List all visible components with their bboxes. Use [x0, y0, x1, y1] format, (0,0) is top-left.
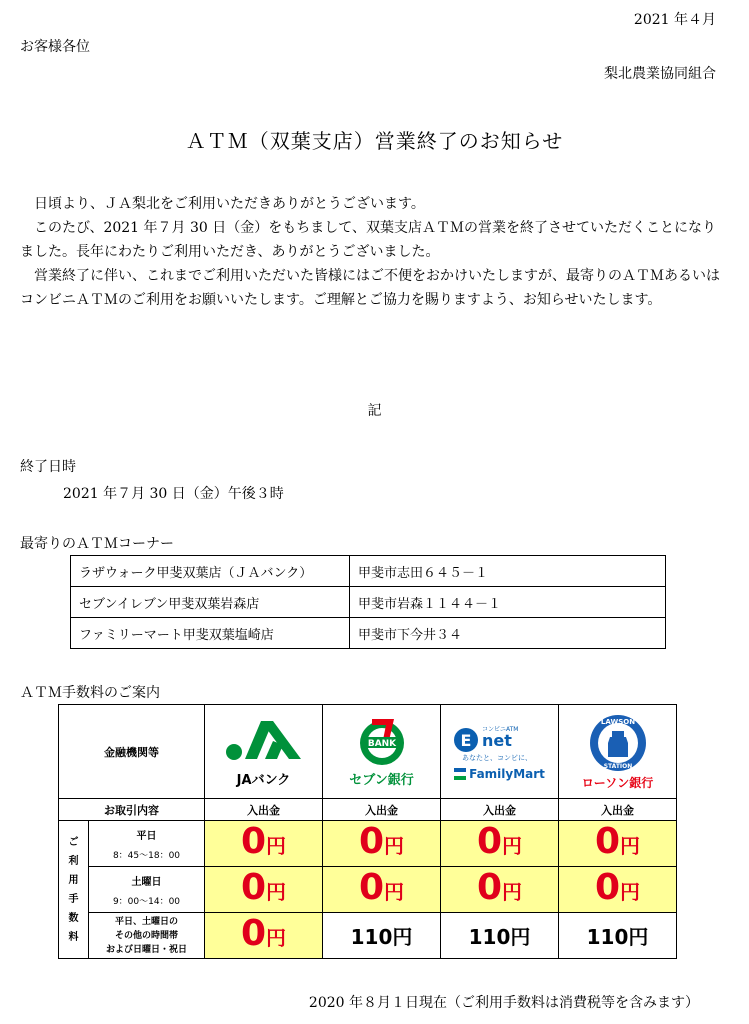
- fees-label: ＡＴＭ手数料のご案内: [20, 685, 160, 701]
- table-row: [71, 587, 666, 618]
- bank-name: JAバンク: [236, 773, 291, 788]
- bank-cell: [559, 705, 677, 799]
- bank-cell: [323, 705, 441, 799]
- fee-cell: 0円: [323, 867, 441, 913]
- transaction-header: お取引内容: [59, 799, 205, 821]
- fee-cell: 110円: [323, 913, 441, 959]
- atm-name: ラザウォーク甲斐双葉店（ＪＡバンク）: [71, 556, 350, 587]
- fee-cell: 110円: [559, 913, 677, 959]
- atm-address: 甲斐市志田６４５－１: [350, 556, 666, 587]
- familymart-stripe-icon: [454, 768, 466, 780]
- lawson-badge-bottom: STATION: [603, 762, 632, 770]
- ja-bank-icon: [225, 715, 303, 767]
- fee-cell: 110円: [441, 913, 559, 959]
- bank-cell: [205, 705, 323, 799]
- bank-name: FamilyMart: [469, 767, 545, 781]
- atm-name: セブンイレブン甲斐双葉岩森店: [71, 587, 350, 618]
- end-label: 終了日時: [20, 459, 76, 475]
- fee-cell: 0円: [323, 821, 441, 867]
- usage-fee-vertical-label: ご 利 用 手 数 料: [59, 821, 89, 959]
- nearest-label: 最寄りのＡＴＭコーナー: [20, 536, 174, 552]
- atm-address: 甲斐市岩森１１４４－１: [350, 587, 666, 618]
- lawson-badge-top: LAWSON: [600, 717, 635, 726]
- fee-cell: 0円: [441, 867, 559, 913]
- lawson-bank-logo: [559, 707, 676, 797]
- ja-bank-logo: [205, 707, 322, 797]
- transaction-row: [59, 799, 677, 821]
- transaction-type: 入出金: [323, 799, 441, 821]
- body-paragraph: このたび、2021 年７月 30 日（金）をもちまして、双葉支店ＡＴＭの営業を終了させていただくことになりました。長年にわたりご利用いただき、ありがとうございました。: [20, 220, 716, 260]
- notice-date: 2021 年４月: [633, 12, 716, 28]
- transaction-type: 入出金: [559, 799, 677, 821]
- footer-note: 2020 年８月１日現在（ご利用手数料は消費税等を含みます）: [308, 995, 699, 1011]
- enet-icon: [452, 722, 548, 764]
- page-title: ＡＴＭ（双葉支店）営業終了のお知らせ: [185, 129, 564, 153]
- slot-name: 土曜日: [131, 876, 162, 888]
- bank-cell: [441, 705, 559, 799]
- sender: 梨北農業協同組合: [604, 66, 716, 82]
- seven-bank-logo: [323, 707, 440, 797]
- fee-cell: 0円: [559, 821, 677, 867]
- end-value: 2021 年７月 30 日（金）午後３時: [63, 486, 284, 502]
- slot-line: および日曜日・祝日: [105, 944, 187, 955]
- enet-top-text: コンビニATM: [481, 726, 518, 733]
- ki-heading: 記: [367, 403, 382, 419]
- enet-badge-text: net: [481, 731, 512, 750]
- enet-tagline: あなたと、コンビに、: [461, 754, 532, 762]
- body-paragraph: 日頃より、ＪＡ梨北をご利用いただきありがとうございます。: [34, 196, 425, 212]
- svg-text:E: E: [460, 731, 471, 750]
- enet-familymart-logo: [441, 707, 558, 797]
- institution-header: 金融機関等: [59, 705, 205, 799]
- bank-name: ローソン銀行: [581, 775, 654, 790]
- lawson-icon: [589, 713, 647, 773]
- fee-row-other: [59, 913, 677, 959]
- fee-table: [58, 704, 677, 959]
- table-row: [71, 618, 666, 649]
- slot-line: 平日、土曜日の: [114, 916, 178, 927]
- seven-bank-icon: [354, 715, 410, 767]
- atm-name: ファミリーマート甲斐双葉塩崎店: [71, 618, 350, 649]
- fee-cell: 0円: [205, 821, 323, 867]
- transaction-type: 入出金: [441, 799, 559, 821]
- time-slot-label: [89, 913, 205, 959]
- table-row: [71, 556, 666, 587]
- slot-time: 9：00～14：00: [112, 896, 181, 907]
- familymart-mark: [454, 767, 545, 781]
- fee-cell: 0円: [205, 867, 323, 913]
- body-paragraph: 営業終了に伴い、これまでご利用いただいた皆様にはご不便をおかけいたしますが、最寄りのＡＴＭあるいはコンビニＡＴＭのご利用をお願いいたします。ご理解とご協力を賜りますよう、お知らせいたします。: [20, 268, 720, 308]
- slot-name: 平日: [136, 830, 157, 842]
- fee-cell: 0円: [559, 867, 677, 913]
- notice-body: [20, 192, 720, 312]
- time-slot-label: [89, 821, 205, 867]
- seven-badge-text: BANK: [367, 739, 396, 749]
- slot-time: 8：45～18：00: [112, 850, 181, 861]
- transaction-type: 入出金: [205, 799, 323, 821]
- fee-cell: 0円: [441, 821, 559, 867]
- bank-name: セブン銀行: [349, 773, 414, 788]
- slot-line: その他の時間帯: [114, 930, 178, 941]
- fee-cell: 0円: [205, 913, 323, 959]
- addressee: お客様各位: [20, 39, 90, 55]
- time-slot-label: [89, 867, 205, 913]
- bank-header-row: [59, 705, 677, 799]
- fee-row-weekday: [59, 821, 677, 867]
- atm-address: 甲斐市下今井３４: [350, 618, 666, 649]
- fee-row-saturday: [59, 867, 677, 913]
- atm-location-table: [70, 555, 666, 649]
